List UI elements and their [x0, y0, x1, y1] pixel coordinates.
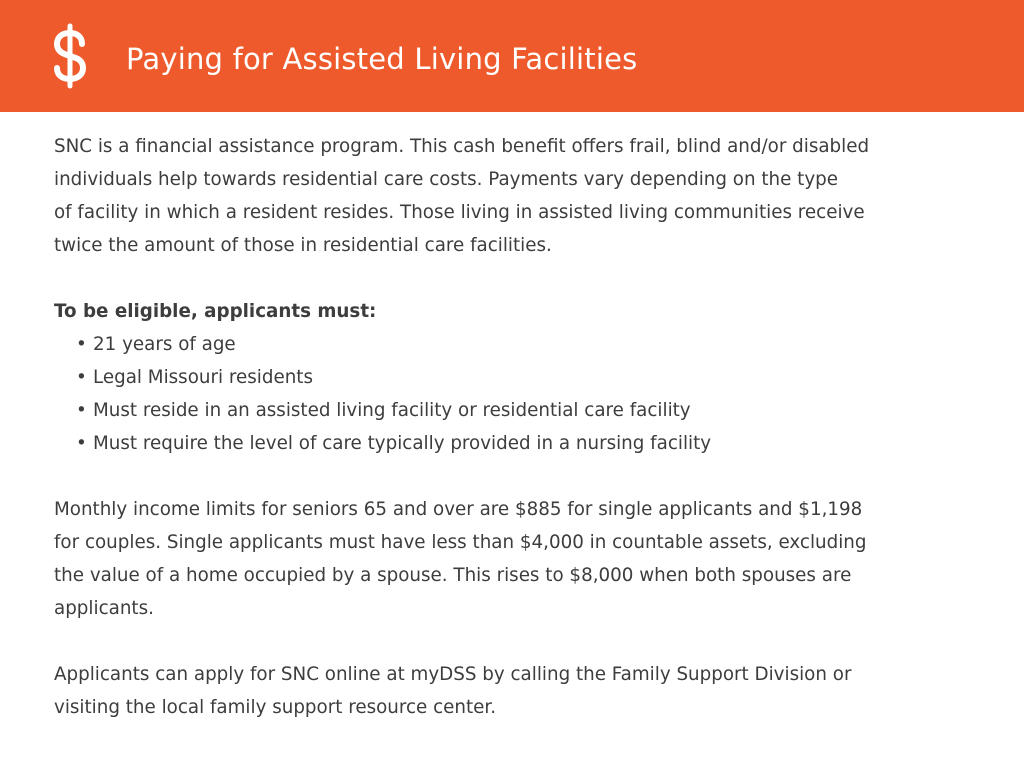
eligibility-heading: To be eligible, applicants must: [54, 301, 377, 322]
list-item: • 21 years of age [76, 328, 984, 361]
list-item: • Must require the level of care typically provided in a nursing facility [76, 427, 984, 460]
page-title: Paying for Assisted Living Facilities [126, 42, 638, 76]
intro-line: of facility in which a resident resides. Those living in assisted living communities receive [54, 202, 865, 223]
income-line: Monthly income limits for seniors 65 and over are $885 for single applicants and $1,198 [54, 499, 863, 520]
apply-line: Applicants can apply for SNC online at myDSS by calling the Family Support Division or [54, 664, 852, 685]
eligibility-list [54, 328, 984, 460]
page-header [0, 0, 1024, 112]
apply-line: visiting the local family support resource center. [54, 697, 497, 718]
intro-paragraph [54, 130, 984, 262]
intro-line: twice the amount of those in residential care facilities. [54, 235, 552, 256]
dollar-icon [50, 22, 90, 90]
income-paragraph [54, 493, 984, 625]
income-line: the value of a home occupied by a spouse. This rises to $8,000 when both spouses are [54, 565, 852, 586]
intro-line: SNC is a financial assistance program. This cash benefit offers frail, blind and/or disabled [54, 136, 870, 157]
intro-line: individuals help towards residential care costs. Payments vary depending on the type [54, 169, 839, 190]
content-body [54, 130, 984, 757]
income-line: applicants. [54, 598, 154, 619]
apply-paragraph [54, 658, 984, 724]
list-item: • Legal Missouri residents [76, 361, 984, 394]
list-item: • Must reside in an assisted living facility or residential care facility [76, 394, 984, 427]
income-line: for couples. Single applicants must have less than $4,000 in countable assets, excluding [54, 532, 867, 553]
